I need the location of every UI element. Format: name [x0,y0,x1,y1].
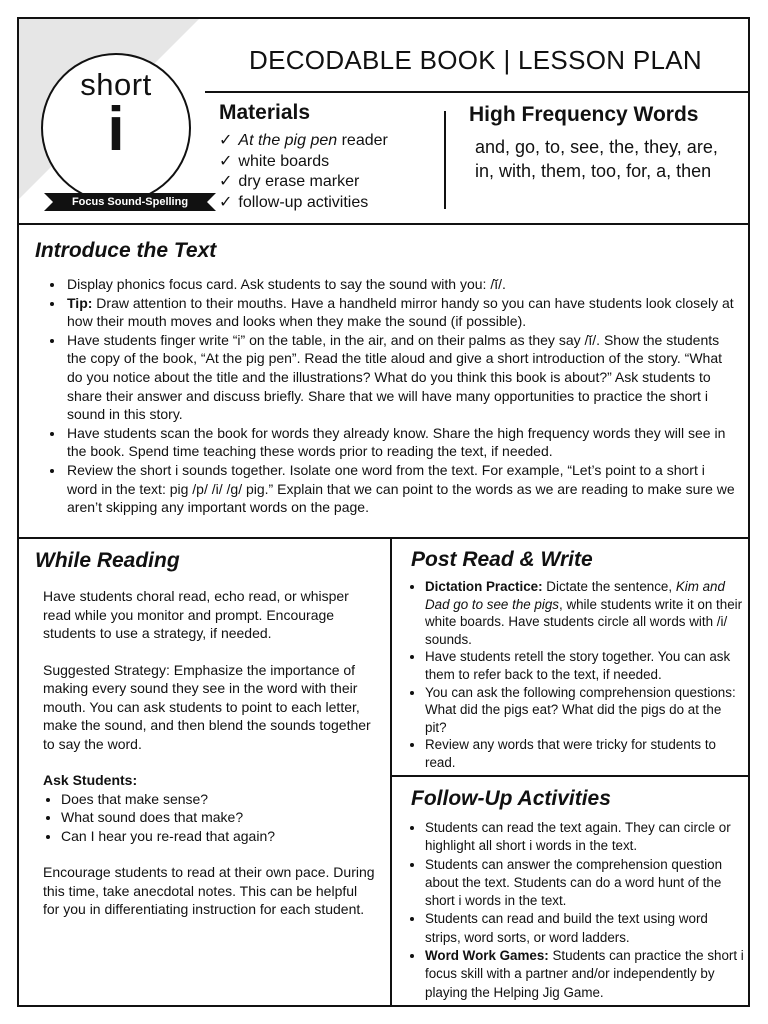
materials-list [219,131,439,213]
list-item: • You can ask the following comprehension questions: What did the pigs eat? What did the pigs do at the pit? [425,684,746,737]
post-read-section [411,548,746,772]
header-bottom-rule [19,223,748,225]
materials-item: ✓ dry erase marker [219,172,439,193]
list-item: • Does that make sense? [61,790,375,809]
introduce-heading: Introduce the Text [35,239,217,262]
hfw-heading: High Frequency Words [469,103,699,126]
while-paragraph: Have students choral read, echo read, or whisper read while you monitor and prompt. Encourage students to use a strategy, if needed. [43,588,349,641]
badge-letter: i [107,95,125,164]
list-item: • Have students scan the book for words they already know. Share the high frequency words they will see in the book. Spend time teaching these words prior to reading the text, if needed. [65,424,735,461]
post-read-heading: Post Read & Write [411,548,593,571]
list-item: • Students can answer the comprehension question about the text. Students can do a word hunt of the short i words in the text. [425,856,746,911]
follow-up-heading: Follow-Up Activities [411,787,611,810]
while-reading-section [35,549,375,919]
list-item: • What sound does that make? [61,808,375,827]
list-item: • Tip: Draw attention to their mouths. Have a handheld mirror handy so you can have students look closely at how their mouth moves and looks when they make the sound (if possible). [65,294,735,331]
materials-item: ✓ At the pig pen reader [219,131,439,152]
ask-students-heading: Ask Students: [43,772,138,788]
badge-word: short [80,67,152,102]
list-item: • Review any words that were tricky for students to read. [425,736,746,771]
follow-up-list [411,819,746,1002]
list-item: • Students can read the text again. They can circle or highlight all short i words in the text. [425,819,746,856]
list-item: • Dictation Practice: Dictate the sentence, Kim and Dad go to see the pigs, while students write it on their white boards. Have students circle all words with /i/ sounds. [425,578,746,648]
list-item: • Students can read and build the text using word strips, word sorts, or word ladders. [425,910,746,947]
intro-bottom-rule [19,537,748,539]
while-reading-heading: While Reading [35,549,180,572]
list-item: • Review the short i sounds together. Isolate one word from the text. For example, “Let’s point to a short i word in the text: pig /p/ /i/ /g/ pig.” Explain that we can point to the words as we are reading to make sure we aren’t skipping any important words on the page. [65,461,735,517]
post-read-list [411,578,746,772]
while-paragraph: Encourage students to read at their own pace. During this time, take anecdotal notes. This can be helpful for you in differentiating instruction for each student. [43,864,375,917]
right-column-rule [392,775,748,777]
while-paragraph: Suggested Strategy: Emphasize the importance of making every sound they see in the word with their mouth. You can ask students to point to each letter, make the sound, and then blend the sounds together to say the word. [43,661,371,752]
lesson-plan-page [17,17,750,1007]
page-title: DECODABLE BOOK | LESSON PLAN [249,45,702,75]
follow-up-section [411,787,746,1002]
introduce-section [35,239,735,517]
list-item: • Have students finger write “i” on the table, in the air, and on their palms as they say /ĭ/. Show the students the copy of the book, “At the pig pen”. Read the title aloud and give a short introduction of the story. “What do you notice about the title and the illustrations? What do you think this book is about?” Ask students to share their answer and discuss briefly. Share that we will have many opportunities to practice the short i sound in this story. [65,331,735,424]
materials-section [219,101,439,213]
badge-ribbon: Focus Sound-Spelling [53,193,207,211]
materials-item: ✓ white boards [219,152,439,173]
reader-title: At the pig pen [238,132,338,149]
title-underline [205,91,748,93]
focus-sound-badge [41,53,191,208]
materials-heading: Materials [219,101,311,124]
header-divider [444,111,446,209]
ask-students-list [35,790,375,846]
list-item: • Display phonics focus card. Ask students to say the sound with you: /ĭ/. [65,275,735,294]
materials-item: ✓ follow-up activities [219,193,439,214]
hfw-list: and, go, to, see, the, they, are, in, with, them, too, for, a, then [475,137,718,181]
list-item: • Word Work Games: Students can practice the short i focus skill with a partner and/or independently by playing the Helping Jig Game. [425,947,746,1002]
list-item: • Can I hear you re-read that again? [61,827,375,846]
high-frequency-words-section [469,103,739,183]
list-item: • Have students retell the story together. You can ask them to refer back to the text, if needed. [425,648,746,683]
column-divider [390,537,392,1005]
introduce-list [35,275,735,517]
